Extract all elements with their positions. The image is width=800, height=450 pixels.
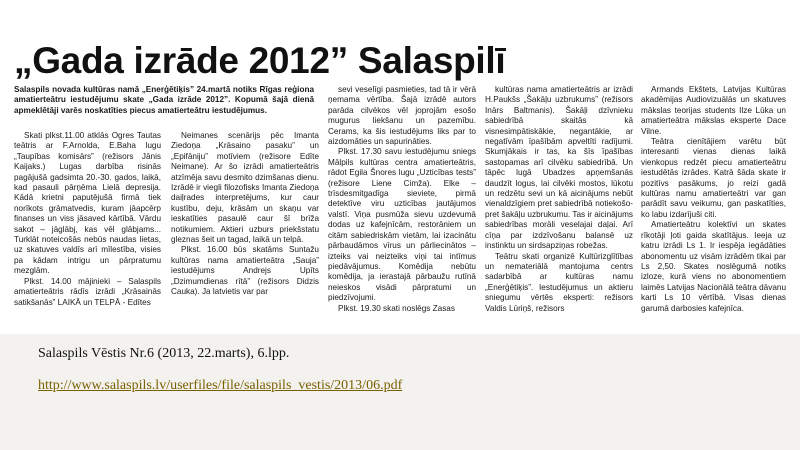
article-paragraph: Neimanes scenārijs pēc Imanta Ziedoņa „Krāsaino pasaku” un „Epifāniju” motīviem (režisore Edīte Neimane). Ar šo izrādi amatierteātris atzīmēja savu desmito dzimšanas dienu. Izrādē ir viegli filozofisks Imanta Ziedoņa daiļrades interpretējums, kur caur kustību, deju, krāsām un skaņu var ieskatīties pasaulē caur šī brīža notikumiem. Aktieri uzburs priekšstatu gleznas šeit un tagad, laikā un telpā.: [171, 131, 319, 245]
article-paragraph: Armands Ekštets, Latvijas Kultūras akadēmijas Audiovizuālās un skatuves mākslas teorijas students Ilze Lūka un amatierteātra mākslas eksperte Dace Vilne.: [641, 85, 786, 136]
article-columns: [0, 85, 800, 334]
article-paragraph: Plkst. 14.00 mājinieki – Salaspils amatierteātris rādīs izrādi „Krāsainās satikšanās” LAIKĀ un TELPĀ - Edītes: [14, 276, 161, 307]
article-paragraph: Amatierteātru kolektīvi un skates rīkotāji ļoti gaida skatītājus. Ieeja uz katru izrādi Ls 1. Ir iespēja iegādāties abonomentu uz visām izrādēm tikai par Ls 2,50. Skates noslēgumā notiks izloze, kurā viens no abonomentiem laimēs Latvijas Nacionālā teātra dāvanu karti Ls 10 vērtībā. Visas dienas garumā darbosies kafejnīca.: [641, 220, 786, 313]
article-column-5: [641, 85, 786, 334]
article-paragraph: Plkst. 17.30 savu iestudējumu sniegs Mālpils kultūras centra amatierteātris, rādot Egila Šnores lugu „Uzticības tests” (režisore Liene Cimža). Elke – trīsdesmitgadīga sieviete, pirmā detektīve viru uzticības jautājumos valstī. Viņa pusmūža sievu uzdevumā dodas uz kafejnīcām, restorāniem un citām sabiedriskām vietām, lai izacinātu pārbaudāmos vīrus un pārliecinātos – izteiks vai neizteiks viņi tai intīmus piedāvājumus. Komēdija nebūtu komēdija, ja ierastajā pārbaužu rutīnā neieskos visādi pārpratumi un piedzīvojumi.: [328, 147, 476, 303]
article-lead: Salaspils novada kultūras namā „Enerģētiķis” 24.martā notiks Rīgas reģiona amatierteātru iestudējumu skate „Gada izrāde 2012”. Kopumā šajā dienā apmeklētāji varēs noskatīties piecus amatierteātru iestudējumus.: [14, 85, 314, 115]
article-column-4: [485, 85, 633, 334]
article-headline: „Gada izrāde 2012” Salaspilī: [14, 40, 506, 81]
source-pdf-link[interactable]: http://www.salaspils.lv/userfiles/file/salaspils_vestis/2013/06.pdf: [38, 378, 403, 393]
article-column-3: [328, 85, 476, 334]
article-paragraph: kultūras nama amatierteātris ar izrādi H.Paukšs „Šakāļu uzbrukums” (režisors Inārs Baltmanis). Šakāļi dzīvnieku sabiedrībā skaitās kā visnesimpātiskākie, negantākie, ar negatīvām īpašībām apveltīti radījumi. Skumjākais ir tas, ka šīs īpašības sastopamas arī cilvēku sabiedrībā. Un tāpēc lugā Ubadzes apņemšanās daudzīt logus, lai cilvēki mostos, lūkotu un redzētu sevi un kā aicinājums nebūt vienaldzīgiem pret sabiedrībā notiekošo-pret šakāļu uzbrukumu. Tas ir aicinājums sabiedrības morāli veselajai daļai. Arī cīņa par izdzīvošanu balansē uz instinktu un sirdsapziņas robežas.: [485, 85, 633, 251]
article-paragraph: Plkst. 19.30 skati noslēgs Zasas: [338, 303, 455, 313]
citation-caption: Salaspils Vēstis Nr.6 (2013, 22.marts), 6.lpp.: [38, 346, 290, 361]
article-paragraph: Skati plkst.11.00 atklās Ogres Tautas teātris ar F.Arnolda, E.Baha lugu „Taupības komisārs” (režisors Jānis Kaijaks.) Lugas darbība risinās pagājušā gadsimta 20.-30. gados, laikā, kad pasauli pārņēma Lielā depresija. Kādā krietni paputējušā firmā tiek norīkots grāmatvedis, kuram jāapcērp finanses un viss jāsaved kārtībā. Vārdu sakot – jāglābj, kas vēl glābjams... Turklāt noteicošās nebūs naudas lietas, uz skatuves valdīs arī mīlestība, visies pa kādam intrigu un pārpratumu mezglām.: [14, 131, 161, 276]
article-paragraph: Teātru skati organizē Kultūrizglītības un nemateriālā mantojuma centrs sadarbībā ar kultūras namu „Enerģētiķis”. Iestudējumus un aktieru sniegumu vērtēs eksperti: režisors Valdis Lūriņš, režisors: [485, 251, 633, 313]
article-paragraph: sevi veselīgi pasmieties, tad tā ir vērā ņemama vērtība. Šajā izrādē autors parāda cilvēkos vēl joprojām esošo mugurus liekšanu un pazemību. Cerams, ka šis iestudējums liks par to aizdomāties un sapurināties.: [328, 85, 476, 147]
article-column-2: [171, 131, 319, 334]
article-column-1: [14, 131, 161, 334]
article-paragraph: Plkst. 16.00 būs skatāms Suntažu kultūras nama amatierteātra „Sauja” iestudējums Andrejs Upīts „Dzimumdienas rītā” (režisors Didzis Cauka). Ja latvietis var par: [171, 245, 319, 297]
article-paragraph: Teātra cienītājiem varētu būt interesanti vienas dienas laikā vienkopus redzēt piecu amatierteātru iestudētās izrādes. Katrā šāda skate ir pozitīvs pasākums, jo reizi gadā kultūras namu amatierteātri var gan parādīt savu veikumu, gan paskatīties, ko labu izdarījuši citi.: [641, 137, 786, 219]
